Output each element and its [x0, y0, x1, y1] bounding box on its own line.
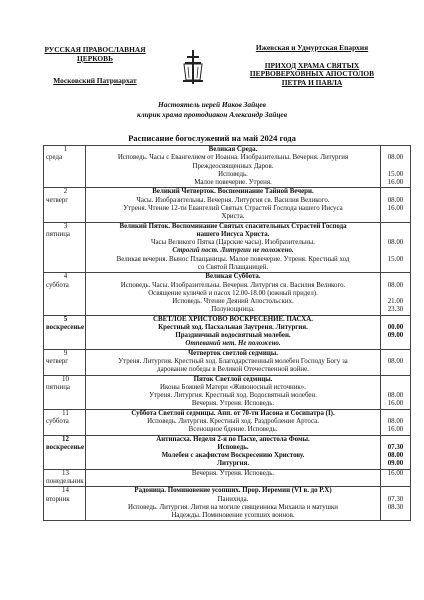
- service-line: Великий Пяток. Воспоминание Святых спасительных Страстей Господа: [119, 222, 347, 230]
- service-time: [383, 273, 408, 281]
- schedule-row: [44, 273, 411, 315]
- service-line: Молебен с акафистом Воскресению Христову.: [161, 452, 305, 460]
- service-time: 23.30: [387, 306, 404, 314]
- date-cell: [44, 435, 86, 469]
- service-line: Отпеваний нет. Не положено.: [185, 340, 281, 348]
- weekday: понедельник: [46, 477, 84, 485]
- schedule-row: [44, 375, 411, 409]
- service-line: Пяток Светлой седмицы.: [193, 375, 273, 383]
- service-time: 16.00: [387, 179, 404, 187]
- service-line: Исповедь. Литургия. Лития на могиле священника Михаила и матушки: [128, 503, 338, 511]
- weekday: воскресенье: [46, 323, 84, 331]
- service-line: Освящение куличей и пасох 12.00-18.00 (южный придел).: [148, 289, 318, 297]
- schedule-table: [43, 145, 411, 521]
- service-line: Исповедь. Литургия. Крестный ход. Раздробление Артоса.: [147, 418, 319, 425]
- service-line: нашего Иисуса Христа.: [196, 230, 270, 238]
- service-cell: [86, 409, 381, 435]
- cross-church-logo-icon: [181, 50, 205, 84]
- service-time: 07.30: [387, 495, 404, 503]
- service-time: 15.00: [387, 170, 404, 178]
- schedule-row: [44, 222, 411, 273]
- service-time: [383, 163, 408, 171]
- weekday: суббота: [46, 281, 69, 289]
- service-time: 08.00: [387, 358, 404, 366]
- date-cell: [44, 315, 86, 349]
- schedule-row: [44, 409, 411, 435]
- service-line: Исповедь.: [217, 443, 249, 451]
- service-time: 08.00: [387, 196, 404, 204]
- service-time: 09.00: [387, 332, 404, 340]
- date-cell: [44, 469, 86, 487]
- service-time: 08.00: [387, 452, 404, 460]
- weekday: пятница: [46, 383, 70, 391]
- schedule-row: [44, 146, 411, 188]
- day-number: 11: [62, 409, 69, 417]
- time-cell: [381, 222, 411, 273]
- service-cell: [86, 273, 381, 315]
- service-time: 16.00: [387, 400, 404, 408]
- date-cell: [44, 487, 86, 521]
- service-time: [383, 384, 408, 392]
- service-line: Малое повечерие. Утреня.: [194, 179, 272, 187]
- service-time: 21.00: [387, 298, 404, 306]
- service-time: [383, 512, 408, 520]
- weekday: четверг: [46, 358, 69, 366]
- service-line: Надежды. Поминовение усопших воинов.: [171, 512, 295, 520]
- time-cell: [381, 487, 411, 521]
- schedule-row: [44, 349, 411, 375]
- service-cell: [86, 469, 381, 487]
- service-line: Преждеосвященных Даров.: [192, 162, 274, 170]
- schedule-row: [44, 469, 411, 487]
- time-cell: [381, 188, 411, 222]
- time-cell: [381, 375, 411, 409]
- day-number: 4: [63, 273, 68, 281]
- service-line: Утреня. Литургия. Крестный ход. Водосвятный молебен.: [149, 392, 317, 400]
- church-name-line1: РУССКАЯ ПРАВОСЛАВНАЯ: [44, 45, 146, 54]
- service-time: [383, 146, 408, 154]
- service-time: 16.00: [387, 469, 404, 477]
- service-cell: [86, 146, 381, 188]
- service-line: Всенощное бдение. Исповедь.: [188, 426, 278, 434]
- service-cell: [86, 435, 381, 469]
- header-right: [222, 44, 402, 87]
- service-line: со Святой Плащаницей.: [197, 263, 269, 271]
- service-time: 16.00: [387, 204, 404, 212]
- service-time: [383, 231, 408, 239]
- service-cell: [86, 375, 381, 409]
- service-time: [383, 264, 408, 272]
- day-number: 3: [63, 222, 68, 230]
- time-cell: [381, 315, 411, 349]
- service-line: Великая Суббота.: [205, 273, 261, 281]
- service-time: 15.00: [387, 255, 404, 263]
- church-name-line2: ЦЕРКОВЬ: [77, 53, 113, 63]
- time-cell: [381, 435, 411, 469]
- service-line: Антипасха. Неделя 2-я по Пасхе, апостола Фомы.: [156, 435, 310, 443]
- patriarchate: Московский Патриархат: [53, 76, 137, 86]
- day-number: 10: [62, 375, 69, 383]
- service-time: 09.00: [387, 460, 404, 468]
- service-line: Иконы Божией Матери «Живоносный источник».: [160, 383, 306, 391]
- parish-line2: ПЕРВОВЕРХОВНЫХ АПОСТОЛОВ: [249, 69, 375, 79]
- date-cell: [44, 349, 86, 375]
- weekday: среда: [46, 154, 63, 162]
- service-line: Исповедь. Чтение Деяний Апостольских.: [172, 298, 294, 306]
- schedule-row: [44, 188, 411, 222]
- service-line: Исповедь. Часы с Евангелием от Иоанна. Изобразительны. Вечерня. Литургия: [117, 154, 349, 162]
- service-time: [383, 223, 408, 231]
- day-number: 13: [62, 469, 69, 477]
- schedule-row: [44, 435, 411, 469]
- day-number: 5: [63, 315, 68, 323]
- date-cell: [44, 409, 86, 435]
- service-line: Полунощница.: [211, 306, 255, 314]
- service-line: Крестный ход. Пасхальная Заутреня. Литургия.: [158, 323, 308, 331]
- service-time: 08.00: [387, 392, 404, 400]
- day-number: 1: [63, 146, 68, 153]
- service-time: [383, 316, 408, 324]
- day-number: 14: [62, 487, 69, 495]
- service-time: [383, 376, 408, 384]
- service-time: [383, 188, 408, 196]
- weekday: воскресенье: [46, 443, 84, 451]
- service-line: Великая вечерня. Вынос Плащаницы. Малое повечерие. Утреня. Крестный ход: [116, 255, 350, 263]
- service-cell: [86, 487, 381, 521]
- eparchy-name: Ижевская и Удмуртская Епархия: [255, 43, 369, 52]
- date-cell: [44, 375, 86, 409]
- service-line: Панихида.: [217, 495, 249, 503]
- weekday: вторник: [46, 495, 70, 503]
- weekday: пятница: [46, 230, 70, 238]
- time-cell: [381, 273, 411, 315]
- service-line: Строгий пост. Литургии не положено.: [172, 247, 294, 255]
- schedule-row: [44, 315, 411, 349]
- service-time: 08.30: [387, 503, 404, 511]
- header-left: [20, 46, 170, 86]
- service-time: [383, 436, 408, 444]
- service-time: [383, 247, 408, 255]
- service-line: Вечерня. Утреня. Исповедь.: [191, 400, 275, 408]
- service-cell: [86, 315, 381, 349]
- weekday: суббота: [46, 418, 69, 425]
- service-time: [383, 410, 408, 418]
- time-cell: [381, 469, 411, 487]
- service-time: 16.00: [387, 426, 404, 434]
- service-line: Утреня. Литургия. Крестный ход. Благодарственный молебен Господу Богу за: [118, 358, 348, 366]
- service-line: Радоница. Поминовение усопших. Прор. Иеремии (VI в. до Р.Х): [134, 487, 332, 495]
- schedule-row: [44, 487, 411, 521]
- service-time: 08.00: [387, 418, 404, 425]
- service-cell: [86, 222, 381, 273]
- time-cell: [381, 146, 411, 188]
- service-time: 08.00: [387, 281, 404, 289]
- service-line: Четверток светлой седмицы.: [188, 349, 278, 357]
- service-time: 07.30: [387, 443, 404, 451]
- service-line: дарование победы в Великой Отечественной войне.: [157, 366, 309, 374]
- service-time: [383, 350, 408, 358]
- cleric-line: клирик храма протодиакон Александр Зайцев: [136, 110, 288, 119]
- service-line: Литургия.: [216, 460, 250, 468]
- service-line: Утреня. Чтение 12-ти Евангелий Святых Страстей Господа нашего Иисуса: [123, 204, 343, 212]
- service-time: 08.00: [387, 239, 404, 247]
- rector-line: Настоятель иерей Иаков Зайцев: [158, 100, 266, 109]
- service-line: Суббота Светлой седмицы. Апп. от 70-ти Иасона и Сосипатра (I).: [131, 409, 335, 417]
- parish-line1: ПРИХОД ХРАМА СВЯТЫХ: [264, 60, 360, 70]
- weekday: четверг: [46, 196, 69, 204]
- service-line: Часы Великого Пятка (Царские часы). Изобразительны.: [151, 239, 315, 247]
- service-line: Великий Четверток. Воспоминание Тайной Вечери.: [152, 188, 314, 196]
- service-cell: [86, 349, 381, 375]
- time-cell: [381, 349, 411, 375]
- service-line: Исповедь. Часы. Изобразительны. Вечерня. Литургия св. Василия Великого.: [120, 281, 346, 289]
- service-time: [383, 487, 408, 495]
- day-number: 9: [63, 349, 68, 357]
- date-cell: [44, 188, 86, 222]
- service-time: [383, 340, 408, 348]
- day-number: 12: [62, 435, 69, 443]
- service-line: Вечерня. Утреня. Исповедь.: [191, 469, 275, 477]
- service-line: Великая Среда.: [208, 146, 258, 153]
- service-time: [383, 366, 408, 374]
- date-cell: [44, 222, 86, 273]
- service-time: [383, 213, 408, 221]
- date-cell: [44, 273, 86, 315]
- service-line: Исповедь.: [218, 170, 248, 178]
- date-cell: [44, 146, 86, 188]
- day-number: 2: [63, 188, 68, 196]
- parish-line3: ПЕТРА И ПАВЛА: [281, 77, 343, 87]
- service-time: 00.00: [387, 323, 404, 331]
- service-line: Часы. Изобразительны. Вечерня. Литургия св. Василия Великого.: [136, 196, 330, 204]
- schedule-title: Расписание богослужений на май 2024 года: [128, 133, 296, 143]
- service-line: Христа.: [221, 213, 245, 221]
- service-line: Праздничный водосвятный молебен.: [175, 332, 291, 340]
- service-cell: [86, 188, 381, 222]
- service-line: СВЕТЛОЕ ХРИСТОВО ВОСКРЕСЕНИЕ. ПАСХА.: [153, 315, 313, 323]
- service-time: 08.00: [387, 154, 404, 162]
- service-time: [383, 290, 408, 298]
- time-cell: [381, 409, 411, 435]
